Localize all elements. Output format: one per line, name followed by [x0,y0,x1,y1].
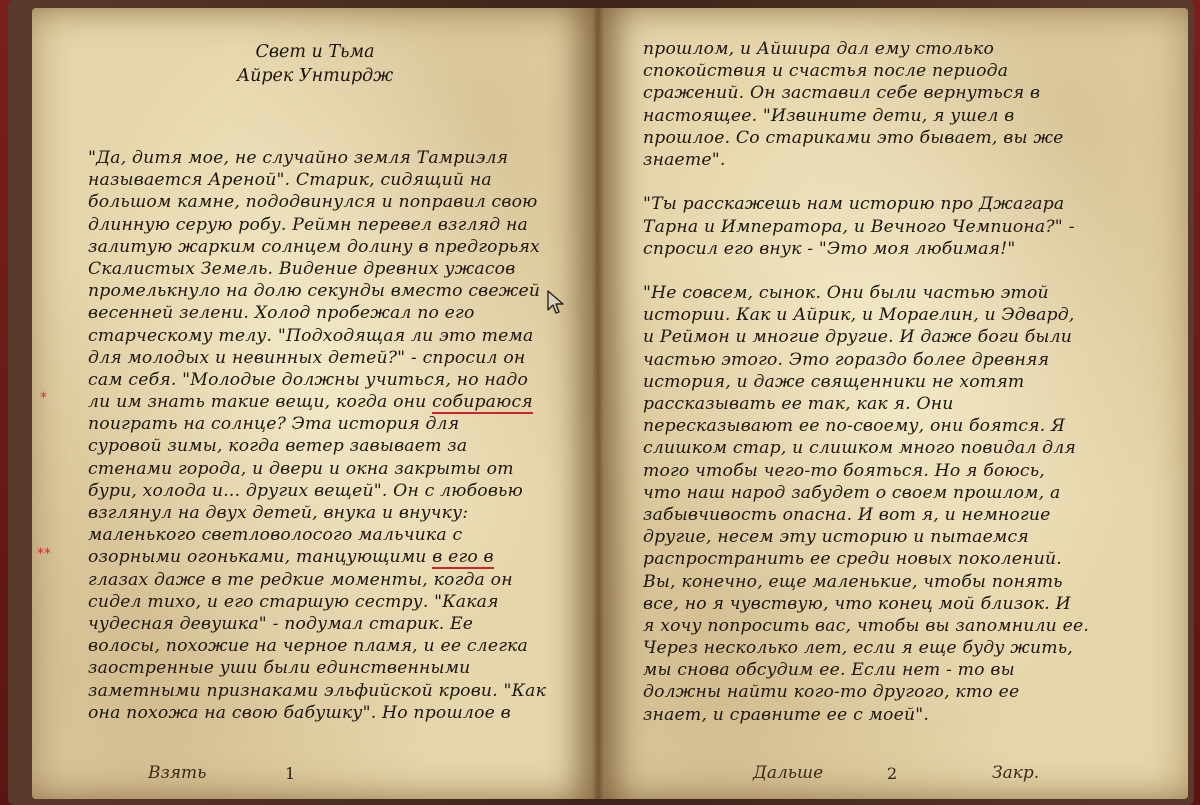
annotation-marker-1: * [40,390,47,406]
left-page-line: заостренные уши были единственными [88,658,471,679]
right-page-line: забывчивость опасна. И вот я, и немногие [643,504,1051,525]
right-page-line: знает, и сравните ее с моей". [643,704,929,725]
next-button[interactable]: Дальше [753,763,824,783]
right-page-line: слишком стар, и слишком много повидал для [643,438,1076,459]
page-number-right: 2 [887,764,898,783]
left-page-line: чудесная девушка" - подумал старик. Ее [88,613,474,634]
left-page-line: Скалистых Земель. Видение древних ужасов [88,258,516,279]
right-page-line: я хочу попросить вас, чтобы вы запомнили ее. [643,615,1089,636]
book-author: Айрек Унтирдж [236,66,394,86]
right-page-line: сражений. Он заставил себе вернуться в [643,83,1041,104]
right-page-line: Через несколько лет, если я еще буду жить, [643,638,1073,659]
left-page-line: сам себя. "Молодые должны учиться, но надо [88,369,529,390]
right-page-line [643,171,1163,193]
left-page-text [88,147,568,724]
right-page-line: спросил его внук - "Это моя любимая!" [643,238,1016,259]
right-page-line: распространить ее среди новых поколений. [643,549,1062,570]
left-page-line: взглянул на двух детей, внука и внучку: [88,503,469,523]
left-page-line: суровой зимы, когда ветер завывает за [88,436,468,457]
left-page-line: заметными признаками эльфийской крови. "Как [88,680,547,701]
left-page-line: большом камне, пододвинулся и поправил свою [88,192,538,213]
close-button[interactable]: Закр. [992,763,1040,783]
left-page-line: озорными огоньками, танцующими в его в [88,547,494,568]
right-page-line: того чтобы чего-то бояться. Но я боюсь, [643,460,1045,481]
annotation-marker-2: ** [37,546,51,562]
left-page-line: "Да, дитя мое, не случайно земля Тамриэля [88,148,509,168]
right-page-line: Тарна и Императора, и Вечного Чемпиона?" - [643,216,1075,237]
left-page-line: сидел тихо, и его старшую сестру. "Какая [88,591,499,612]
left-page-line: глазах даже в те редкие моменты, когда он [88,569,513,590]
left-page-line: для молодых и невинных детей?" - спросил он [88,347,526,368]
right-page-line: мы снова обсудим ее. Если нет - то вы [643,660,1015,681]
left-page-line: старческому телу. "Подходящая ли это тема [88,325,534,346]
highlighted-word: собираюся [432,392,533,413]
right-page-line: истории. Как и Айрик, и Мораелин, и Эдвард, [643,305,1075,326]
page-number-left: 1 [285,764,296,783]
right-page-line: пересказывают ее по-своему, они боятся. Я [643,416,1066,437]
right-page-line: и Реймон и многие другие. И даже боги были [643,327,1073,348]
title-block [32,40,598,88]
right-page-line: другие, несем эту историю и пытаемся [643,527,1029,548]
highlighted-word: в его в [432,547,494,568]
left-page-line: стенами города, и двери и окна закрыты от [88,458,514,479]
left-page-line: поиграть на солнце? Эта история для [88,414,460,435]
right-page-line: прошлом, и Айшира дал ему столько [643,39,995,59]
right-page-line: Вы, конечно, еще маленькие, чтобы понять [643,571,1063,592]
book-spine [592,8,604,799]
right-page-line [643,260,1163,282]
right-page-line: рассказывать ее так, как я. Они [643,394,954,414]
left-page-line: она похожа на свою бабушку". Но прошлое в [88,702,511,723]
right-page-line: настоящее. "Извините дети, я ушел в [643,105,1015,126]
left-page-line: промелькнуло на долю секунды вместо свежей [88,281,541,302]
right-page-line: частью этого. Это гораздо более древняя [643,349,1050,370]
right-page-line: история, и даже священники не хотят [643,371,1025,392]
right-page-text [643,38,1163,726]
left-page-line: бури, холода и... других вещей". Он с любовью [88,480,523,501]
right-page-line: должны найти кого-то другого, кто ее [643,682,1020,703]
right-page-line: все, но я чувствую, что конец мой близок. И [643,593,1071,614]
right-page-line: знаете". [643,149,726,170]
right-page-line: "Не совсем, сынок. Они были частью этой [643,283,1049,304]
book-title: Свет и Тьма [255,42,375,62]
left-page-line: ли им знать такие вещи, когда они собираюся [88,392,533,413]
left-page-line: маленького светловолосого мальчика с [88,525,463,546]
take-button[interactable]: Взять [148,763,207,783]
left-page-line: длинную серую робу. Реймн перевел взгляд на [88,214,528,235]
right-page-line: спокойствия и счастья после периода [643,61,1009,82]
right-page-line: что наш народ забудет о своем прошлом, а [643,482,1061,503]
mouse-cursor-icon [547,290,565,316]
left-page-line: волосы, похожие на черное пламя, и ее слегка [88,636,528,657]
left-page-line: весенней зелени. Холод пробежал по его [88,303,475,324]
right-page-line: "Ты расскажешь нам историю про Джагара [643,194,1065,215]
left-page-line: называется Ареной". Старик, сидящий на [88,170,492,191]
right-page-line: прошлое. Со стариками это бывает, вы же [643,127,1064,148]
left-page-line: залитую жарким солнцем долину в предгорьях [88,236,540,257]
